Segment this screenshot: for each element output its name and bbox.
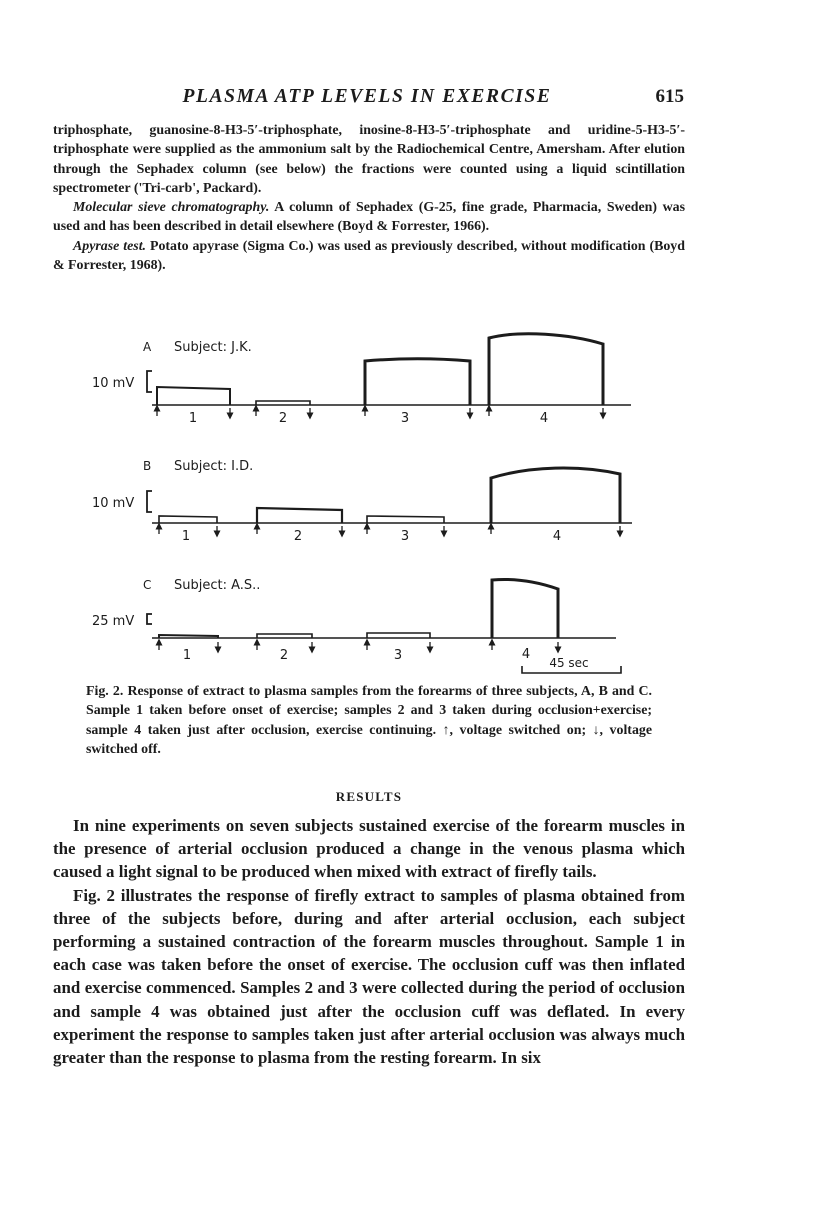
methods-section xyxy=(53,121,685,275)
panel-c xyxy=(92,578,621,673)
panel-a-sample-4: 4 xyxy=(539,411,549,426)
panel-a-subject: Subject: J.K. xyxy=(174,340,252,355)
panel-b-sample-2: 2 xyxy=(293,529,303,544)
panel-b-response-4 xyxy=(491,468,620,523)
panel-a xyxy=(92,334,631,426)
panel-c-sample-3: 3 xyxy=(393,648,403,663)
panel-b-sample-1: 1 xyxy=(181,529,191,544)
panel-b-response-3 xyxy=(367,516,444,523)
results-body xyxy=(53,814,685,1069)
panel-b-subject: Subject: I.D. xyxy=(174,459,254,474)
panel-b xyxy=(92,459,632,544)
panel-c-subject: Subject: A.S.. xyxy=(174,578,261,593)
panel-a-response-4 xyxy=(489,334,603,405)
panel-b-sample-3: 3 xyxy=(400,529,410,544)
panel-c-sample-1: 1 xyxy=(182,648,192,663)
panel-c-scale-label: 25 mV xyxy=(92,614,135,629)
page-number: 615 xyxy=(655,86,684,107)
panel-a-scale-bar xyxy=(147,371,152,392)
results-paragraph-1: In nine experiments on seven subjects sustained exercise of the forearm muscles in the presence of arterial occlusion produced a change in the venous plasma which caused a light signal to be produced when mixed with extract of firefly tails. xyxy=(53,816,685,882)
caption-text: Fig. 2. Response of extract to plasma samples from the forearms of three subjects, A, B and C. Sample 1 taken before onset of exercise; samples 2 and 3 taken during occlusion+exercise; sample 4 taken just after occlusion, exercise continuing. ↑, voltage switched on; ↓, voltage switched off. xyxy=(86,684,652,757)
paragraph-lead-apyrase: Apyrase test. xyxy=(73,238,147,254)
panel-a-sample-1: 1 xyxy=(188,411,198,426)
panel-b-response-2 xyxy=(257,508,342,523)
figure-caption xyxy=(86,682,652,759)
panel-c-sample-4: 4 xyxy=(521,647,531,662)
figure-2-traces xyxy=(80,332,660,680)
panel-b-sample-4: 4 xyxy=(552,529,562,544)
methods-paragraph-1: triphosphate, guanosine-8-H3-5′-triphosphate, inosine-8-H3-5′-triphosphate and uridine-5-H3-5′-triphosphate were supplied as the ammonium salt by the Radiochemical Centre, Amersham. After elution through the Sephadex column (see below) the fractions were counted using a liquid scintillation spectrometer ('Tri-carb', Packard). xyxy=(53,123,685,196)
panel-b-response-1 xyxy=(159,516,217,523)
panel-a-sample-3: 3 xyxy=(400,411,410,426)
panel-a-response-1 xyxy=(157,387,230,405)
panel-a-scale-label: 10 mV xyxy=(92,376,135,391)
panel-b-letter: B xyxy=(143,459,152,473)
section-heading-results: RESULTS xyxy=(335,789,403,804)
paragraph-lead-molecular-sieve: Molecular sieve chromatography. xyxy=(73,200,270,216)
panel-b-scale-label: 10 mV xyxy=(92,496,135,511)
panel-c-letter: C xyxy=(143,578,152,592)
results-paragraph-2: Fig. 2 illustrates the response of firefly extract to samples of plasma obtained from three of the subjects before, during and after arterial occlusion, each subject performing a sustained contraction of the forearm muscles throughout. Sample 1 in each case was taken before the onset of exercise. The occlusion cuff was then inflated and exercise commenced. Samples 2 and 3 were collected during the period of occlusion and sample 4 was obtained just after the occlusion cuff was deflated. In every experiment the response to samples taken just after arterial occlusion was always much greater than the response to plasma from the resting forearm. In six xyxy=(53,885,685,1068)
panel-c-response-4 xyxy=(492,579,558,638)
panel-a-sample-2: 2 xyxy=(278,411,288,426)
panel-a-letter: A xyxy=(143,340,152,354)
panel-c-sample-2: 2 xyxy=(279,648,289,663)
figure-2 xyxy=(80,332,660,680)
paragraph-body-apyrase: Potato apyrase (Sigma Co.) was used as previously described, without modification (Boyd & Forrester, 1968). xyxy=(53,238,685,274)
time-scale-label: 45 sec xyxy=(549,656,589,670)
methods-paragraph-2 xyxy=(53,198,685,237)
paragraph-body-molecular-sieve: A column of Sephadex (G-25, fine grade, Pharmacia, Sweden) was used and has been described in detail elsewhere (Boyd & Forrester, 1966). xyxy=(53,200,686,235)
running-title: PLASMA ATP LEVELS IN EXERCISE xyxy=(182,86,552,107)
methods-paragraph-3 xyxy=(53,237,685,276)
panel-a-response-3 xyxy=(365,359,470,405)
panel-b-scale-bar xyxy=(147,491,152,512)
panel-c-scale-bar xyxy=(147,614,152,624)
